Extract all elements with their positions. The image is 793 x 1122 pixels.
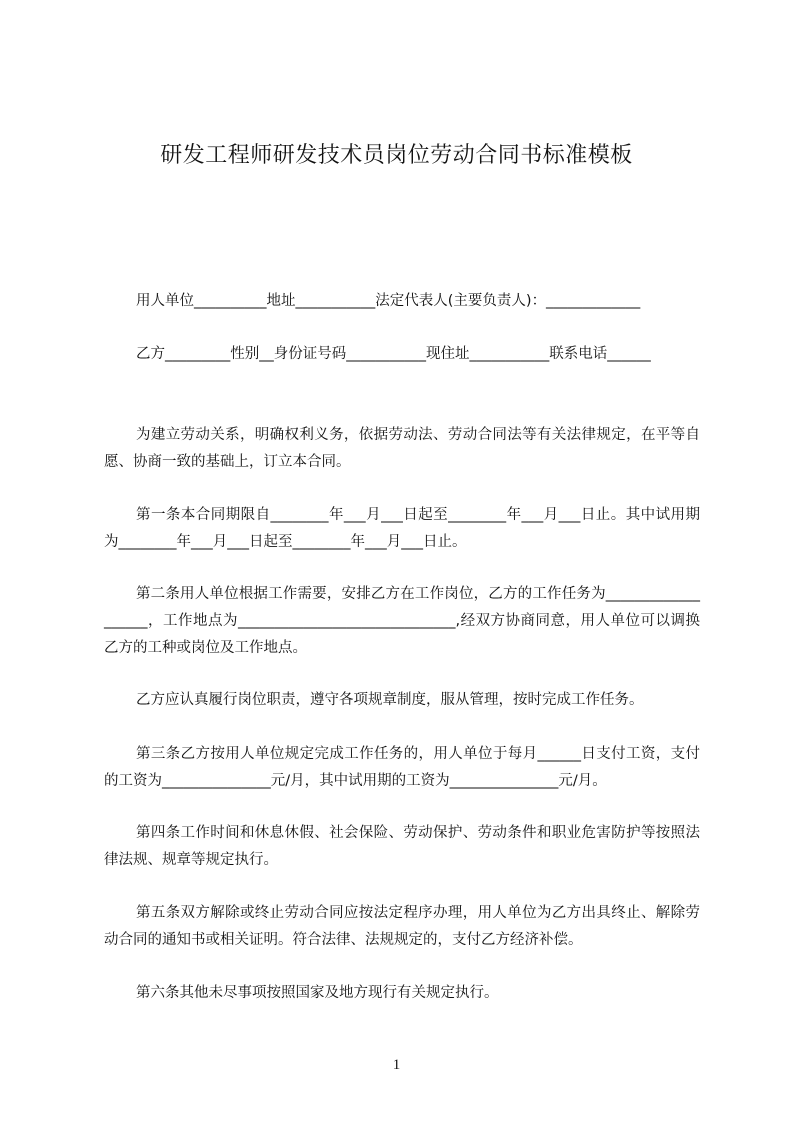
paragraph-preamble: 为建立劳动关系，明确权利义务，依据劳动法、劳动合同法等有关法律规定，在平等自愿、协商一致的基础上，订立本合同。 xyxy=(104,427,700,470)
paragraph-article-4: 第四条工作时间和休息休假、社会保险、劳动保护、劳动条件和职业危害防护等按照法律法规、规章等规定执行。 xyxy=(104,825,700,868)
paragraph-article-6: 第六条其他未尽事项按照国家及地方现行有关规定执行。 xyxy=(136,985,499,1001)
page-number: 1 xyxy=(392,1057,401,1073)
paragraph-article-2: 第二条用人单位根据工作需要，安排乙方在工作岗位，乙方的工作任务为___________________，工作地点为______________________________,经双方协商同意，用人单位可以调换乙方的工种或岗位及工作地点。 xyxy=(104,586,700,656)
paragraph-article-5: 第五条双方解除或终止劳动合同应按法定程序办理，用人单位为乙方出具终止、解除劳动合同的通知书或相关证明。符合法律、法规规定的，支付乙方经济补偿。 xyxy=(104,905,700,948)
paragraph-party-b-info: 乙方_________性别__身份证号码___________现住址___________联系电话______ xyxy=(136,346,651,362)
document-title: 研发工程师研发技术员岗位劳动合同书标准模板 xyxy=(160,143,633,168)
paragraph-article-3: 第三条乙方按用人单位规定完成工作任务的，用人单位于每月______日支付工资，支付的工资为_______________元/月，其中试用期的工资为_______________元/月。 xyxy=(104,746,700,789)
paragraph-employer-info: 用人单位__________地址___________法定代表人(主要负责人)：_____________ xyxy=(136,293,641,309)
paragraph-article-1: 第一条本合同期限自________年___月___日起至________年___月___日止。其中试用期为________年___月___日起至________年___月___日止。 xyxy=(104,507,700,550)
paragraph-duties: 乙方应认真履行岗位职责，遵守各项规章制度，服从管理，按时完成工作任务。 xyxy=(136,692,644,708)
